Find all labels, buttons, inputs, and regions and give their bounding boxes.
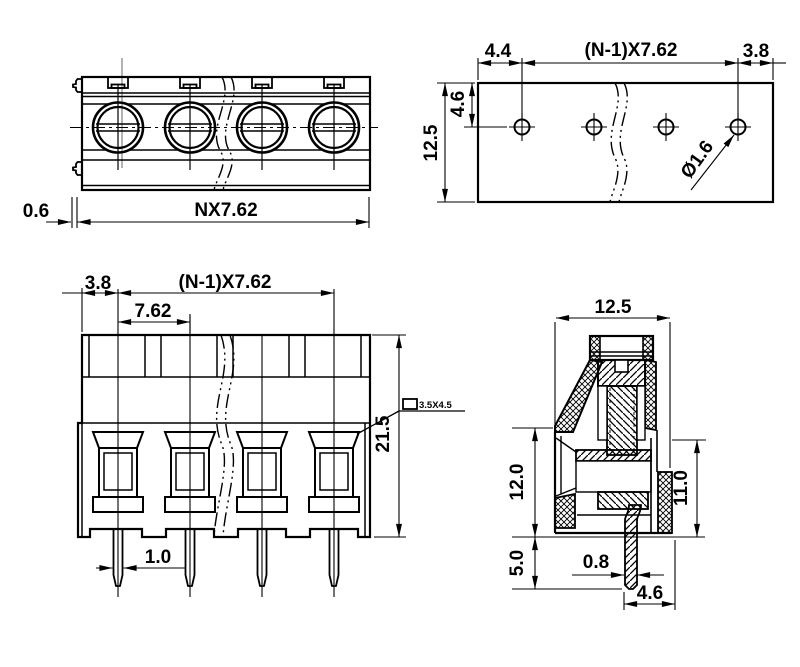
screw-section (598, 360, 645, 455)
pcb-holes (509, 113, 751, 141)
dim-pitch: 7.62 (134, 301, 172, 322)
dim-clip-offset: 0.6 (22, 201, 50, 222)
dim-last-hole: 3.8 (742, 41, 770, 62)
pcb-hole (653, 113, 679, 141)
dim-total-pitch: NX7.62 (194, 200, 258, 221)
dim-hole-pitch: (N-1)X7.62 (584, 40, 678, 61)
dim-hole-diameter: Ø1.6 (676, 136, 719, 183)
dim-pin-protrusion: 5.0 (507, 549, 528, 577)
dim-total-pitch: (N-1)X7.62 (178, 272, 272, 293)
dim-first-hole: 4.4 (484, 41, 512, 62)
dim-strip-width: 12.5 (421, 124, 442, 162)
wire-openings (93, 432, 359, 512)
note-wire-slot: 3.5X4.5 (419, 400, 452, 411)
dim-pin-setback: 4.6 (636, 583, 664, 604)
dim-body-height: 21.5 (373, 415, 394, 453)
dim-front-height: 12.0 (507, 463, 528, 501)
bent-pin-section (625, 505, 641, 589)
dim-pin-thickness: 0.8 (582, 552, 610, 573)
top-view-body-outline (82, 77, 370, 190)
front-view (62, 272, 465, 597)
dim-depth: 12.5 (594, 297, 632, 318)
break-line (214, 77, 234, 190)
break-line (610, 83, 627, 202)
dim-pin-width: 1.0 (144, 547, 172, 568)
dim-back-height: 11.0 (671, 470, 692, 506)
side-section-view (507, 297, 706, 610)
top-view-latch-tabs (108, 77, 344, 88)
front-dimensions (62, 288, 465, 568)
pcb-layout-view (421, 40, 786, 202)
wire-slot-icon (403, 399, 417, 409)
top-view (23, 58, 378, 228)
pcb-hole (581, 113, 607, 141)
dim-edge-to-center: 3.8 (84, 273, 112, 294)
dim-hole-row-offset: 4.6 (448, 90, 469, 118)
